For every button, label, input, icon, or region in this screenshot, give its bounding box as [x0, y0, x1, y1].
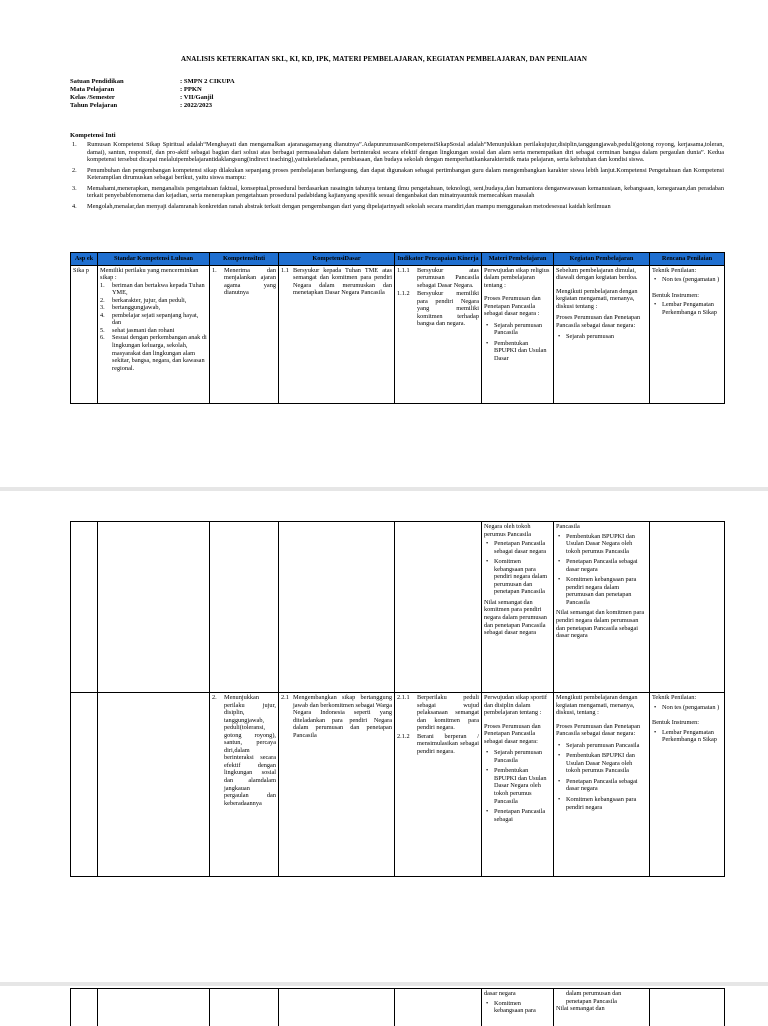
cell-materi — [482, 522, 554, 693]
materi-continued: dasar negara — [484, 990, 551, 998]
item-text: berkarakter, jujur, dan peduli, — [112, 297, 186, 305]
item-text: sehat jasmani dan rohani — [112, 327, 174, 335]
materi-list — [484, 1000, 551, 1015]
cell-materi — [482, 265, 554, 403]
materi-intro: Perwujudan sikap religius dalam pembelajaran tentang : — [484, 267, 551, 290]
ipk-text: Bersyukur atas perumusan Pancasila sebagai Dasar Negara. — [417, 267, 479, 290]
ki-number: 1. — [212, 267, 224, 297]
col-header-ki: KompetensiInti — [210, 253, 279, 266]
penilaian-bentuk-list — [652, 301, 722, 316]
meta-row — [70, 102, 370, 110]
page-3 — [0, 986, 768, 1026]
kd-number: 2.1 — [281, 694, 293, 739]
cell-skl — [98, 693, 210, 877]
kegiatan-list — [556, 533, 647, 607]
list-item: • Penetapan Pancasila sebagai dasar negara — [494, 540, 551, 555]
cell-penilaian — [650, 265, 725, 403]
cell-kegiatan — [554, 522, 650, 693]
list-item: • Lembar Pengamatan Perkembanga n Sikap — [662, 729, 722, 744]
kd-text: Mengembangkan sikap bertanggung jawab dan berkomitmen sebagai Warga Negara Indonesia seperti yang diteladankan para pendiri Negara dalam perumusan dan penetapan Pancasila — [293, 694, 392, 739]
meta-value: : PPKN — [180, 86, 202, 94]
list-item: • Non tes (pengamatan ) — [662, 704, 722, 712]
table-row — [71, 989, 725, 1026]
ipk-text: Berperilaku peduli sebagai wujud pelaksanaan semangat dan komitmen para pendiri negara. — [417, 694, 479, 732]
ki-number: 3. — [70, 185, 87, 200]
kd-entry — [281, 694, 392, 739]
col-header-ipk: Indikator Pencapaian Kinerja — [395, 253, 482, 266]
col-header-kd: KompetensiDasar — [279, 253, 395, 266]
meta-value: : 2022/2023 — [180, 102, 212, 110]
ipk-text: Bersyukur memiliki para pendiri Negara yang memiliki komitmen terhadap bangsa dan negara. — [417, 290, 479, 328]
list-item — [100, 304, 207, 312]
ipk-entry — [397, 290, 479, 328]
cell-ipk — [395, 522, 482, 693]
ipk-number: 2.1.1 — [397, 694, 417, 732]
list-item: • Lembar Pengamatan Perkembanga n Sikap — [662, 301, 722, 316]
cell-penilaian — [650, 989, 725, 1026]
analysis-table-continued — [70, 988, 725, 1026]
cell-kegiatan — [554, 989, 650, 1026]
table-header-row — [71, 253, 725, 266]
item-number: 2. — [100, 297, 112, 305]
meta-label: Kelas /Semester — [70, 94, 180, 102]
kegiatan-paragraph: Sebelum pembelajaran dimulai, diawali dengan kegiatan berdoa. — [556, 267, 647, 282]
cell-kegiatan — [554, 265, 650, 403]
penilaian-teknik-label: Teknik Penilaian: — [652, 694, 722, 702]
meta-row — [70, 86, 370, 94]
materi-paragraph: Nilai semangat dan komitmen para pendiri negara dalam perumusan dan penetapan Pancasila sebagai dasar negara — [484, 599, 551, 637]
meta-row — [70, 94, 370, 102]
materi-continued: Negara oleh tokoh perumus Pancasila — [484, 523, 551, 538]
col-header-aspek: Asp ek — [71, 253, 98, 266]
list-item — [100, 282, 207, 297]
ipk-entry — [397, 694, 479, 732]
ki-text: Menerima dan menjalankan ajaran agama yang dianutnya — [224, 267, 276, 297]
table-row — [71, 265, 725, 403]
list-item: • Non tes (pengamatan ) — [662, 276, 722, 284]
ki-entry — [212, 267, 276, 297]
item-number: 5. — [100, 327, 112, 335]
table-row — [71, 693, 725, 877]
cell-penilaian — [650, 693, 725, 877]
kd-entry — [281, 267, 392, 297]
ki-item — [70, 203, 724, 211]
item-text: beriman dan bertakwa kepada Tuhan YME, — [112, 282, 207, 297]
col-header-penilaian: Rencana Penilaian — [650, 253, 725, 266]
list-item: • Sejarah perumusan Pancasila — [494, 322, 551, 337]
analysis-table-continued — [70, 521, 725, 877]
kd-text: Bersyukur kepada Tuhan TME atas semangat dan komitmen para pendiri Negara dalam merumuskan dan menetapkan Dasar Negara Pancasila — [293, 267, 392, 297]
ipk-number: 1.1.1 — [397, 267, 417, 290]
ki-item — [70, 141, 724, 164]
kegiatan-list — [556, 742, 647, 811]
item-text: pembelajar sejati sepanjang hayat, dan — [112, 312, 207, 327]
list-item: • Penetapan Pancasila sebagai — [494, 808, 551, 823]
penilaian-bentuk-label: Bentuk Instrumen: — [652, 292, 722, 300]
cell-kegiatan — [554, 693, 650, 877]
skl-intro: Memiliki perilaku yang mencerminkan sikap : — [100, 267, 207, 282]
list-item: • Sejarah perumusan Pancasila — [566, 742, 647, 750]
ki-text: Memahami,menerapkan, menganalisis pengetahuan faktual, konseptual,prosedural berdasarkan rasaingin tahunya tentang ilmu pengetahuan, teknologi, seni,budaya,dan humaniora denganwawasan kemanusiaan, kebangsaan, kenegaraan,dan peradaban terkait penyebabfenomena dan kejadian, serta menerapkan pengetahuan prosedural padabidang kajianyang spesifik sesuai denganbakat dan minatnyauntuk memecahkan masalah — [87, 185, 724, 200]
meta-row — [70, 78, 370, 86]
ki-item — [70, 167, 724, 182]
ipk-number: 2.1.2 — [397, 733, 417, 756]
meta-label: Satuan Pendidikan — [70, 78, 180, 86]
cell-kd — [279, 265, 395, 403]
cell-ipk — [395, 989, 482, 1026]
ki-number: 1. — [70, 141, 87, 164]
list-item: • Penetapan Pancasila sebagai dasar negara — [566, 778, 647, 793]
cell-aspek — [71, 693, 98, 877]
kegiatan-continued: dalam perumusan dan penetapan Pancasila — [556, 990, 647, 1005]
cell-ki — [210, 522, 279, 693]
list-item: • Pembentukan BPUPKI dan Usulan Dasar — [494, 340, 551, 363]
item-number: 4. — [100, 312, 112, 327]
col-header-kegiatan: Kegiatan Pembelajaran — [554, 253, 650, 266]
list-item: • Pembentukan BPUPKI dan Usulan Dasar Negara oleh tokoh perumus Pancasila — [566, 752, 647, 775]
cell-skl — [98, 265, 210, 403]
meta-label: Mata Pelajaran — [70, 86, 180, 94]
ki-heading: Kompetensi Inti — [70, 132, 116, 140]
ki-list — [70, 141, 724, 213]
ki-text: Rumusan Kompetensi Sikap Spiritual adalah“Menghayati dan mengamalkan ajaranagamayang dianutnya”.AdapunrumusanKompetensiSikapSosial adalah“Menunjukkan perilakujujur,disiplin,tanggungjawab,peduli(gotong royong, kerjasama,toleran, damai), santun, responsif, dan pro-aktif sebagai bagian dari solusi atas berbagai permasalahan dalam berinteraksi secara efektif dengan lingkungan sosial dan alam serta menempatkan diri sebagai cerminan bangsa dalam pergaulan dunia”. Kedua kompetensi tersebut dicapai melaluipembelajarantidaklangsung(indirect teaching),yaituketeladanan, pembiasaan, dan budaya sekolah dengan memperhatikankarakteristik mata pelajaran, serta kebutuhan dan kondisi siswa. — [87, 141, 724, 164]
materi-list — [484, 322, 551, 363]
ki-number: 2. — [70, 167, 87, 182]
list-item — [100, 297, 207, 305]
list-item: • Sejarah perumusan — [566, 333, 647, 341]
item-text: bertanggungjawab, — [112, 304, 160, 312]
materi-list — [484, 540, 551, 596]
list-item: • Pembentukan BPUPKI dan Usulan Dasar Negara oleh tokoh perumus Pancasila — [566, 533, 647, 556]
cell-skl — [98, 522, 210, 693]
meta-value: : SMPN 2 CIKUPA — [180, 78, 235, 86]
meta-label: Tahun Pelajaran — [70, 102, 180, 110]
materi-list — [484, 749, 551, 823]
penilaian-bentuk-list — [652, 729, 722, 744]
cell-ki — [210, 265, 279, 403]
ki-text: Penumbuhan dan pengembangan kompetensi sikap dilakukan sepanjang proses pembelajaran berlangsung, dan dapat digunakan sebagai pertimbangan guru dalam mengembangkan karakter siswa lebih lanjut.Kompetensi Pengetahuan dan Kompetensi Keterampilan dirumuskan sebagai berikut, yaitu siswa mampu: — [87, 167, 724, 182]
kegiatan-list — [556, 333, 647, 341]
meta-value: : VII/Ganjil — [180, 94, 213, 102]
document-title: ANALISIS KETERKAITAN SKL, KI, KD, IPK, MATERI PEMBELAJARAN, KEGIATAN PEMBELAJARAN, DAN PENILAIAN — [70, 55, 698, 63]
penilaian-teknik-list — [652, 276, 722, 284]
list-item: • Komitmen kebangsaan para pendiri negara — [566, 796, 647, 811]
list-item: • Komitmen kebangsaan para pendiri negara dalam perumusan dan penetapan Pancasila — [494, 558, 551, 596]
list-item: • Pembentukan BPUPKI dan Usulan Dasar Negara oleh tokoh perumus Pancasila — [494, 767, 551, 805]
materi-subheading: Proses Perumusan dan Penetapan Pancasila sebagai dasar negara : — [484, 295, 551, 318]
kegiatan-paragraph: Mengikuti pembelajaran dengan kegiatan mengamati, menanya, diskusi tentang : — [556, 288, 647, 311]
item-number: 3. — [100, 304, 112, 312]
item-number: 1. — [100, 282, 112, 297]
ki-text: Menunjukkan perilaku jujur, disiplin, tanggungjawab, peduli(toleransi, gotong royong), santun, percaya diri,dalam berinteraksi secara efektif dengan lingkungan sosial dan alamdalam jangkauan pergaulan dan keberadaannya — [224, 694, 276, 807]
penilaian-bentuk-label: Bentuk Instrumen: — [652, 719, 722, 727]
list-item — [100, 312, 207, 327]
list-item: • Komitmen kebangsaan para pendiri negara dalam perumusan dan penetapan Pancasila — [566, 576, 647, 606]
ki-text: Mengolah,menalar,dan menyaji dalamranah konkretdan ranah abstrak terkait dengan pengembangan dari yang dipelajarinyadi sekolah secara mandiri,dan mampu menggunakan metodesesuai kaidah keilmuan — [87, 203, 724, 211]
kegiatan-paragraph: Proses Perumusan dan Penetapan Pancasila sebagai dasar negara: — [556, 723, 647, 738]
list-item: • Penetapan Pancasila sebagai dasar negara — [566, 558, 647, 573]
list-item — [100, 327, 207, 335]
analysis-table — [70, 252, 725, 404]
table-row — [71, 522, 725, 693]
item-text: Sesuai dengan perkembangan anak di lingkungan keluarga, sekolah, masyarakat dan lingkungan alam sekitar, bangsa, negara, dan kawasan regional. — [112, 334, 207, 372]
ipk-number: 1.1.2 — [397, 290, 417, 328]
cell-kd — [279, 989, 395, 1026]
document-meta — [70, 78, 370, 110]
page-1 — [0, 0, 768, 487]
cell-aspek — [71, 522, 98, 693]
penilaian-teknik-label: Teknik Penilaian: — [652, 267, 722, 275]
ki-number: 2. — [212, 694, 224, 807]
col-header-materi: Materi Pembelajaran — [482, 253, 554, 266]
cell-materi — [482, 989, 554, 1026]
kegiatan-paragraph: Nilai semangat dan — [556, 1005, 647, 1013]
kegiatan-paragraph: Mengikuti pembelajaran dengan kegiatan mengamati, menanya, diskusi, tentang : — [556, 694, 647, 717]
cell-aspek — [71, 989, 98, 1026]
cell-penilaian — [650, 522, 725, 693]
col-header-skl: Standar Kompetensi Lulusan — [98, 253, 210, 266]
materi-subheading: Proses Perumusan dan Penetapan Pancasila sebagai dasar negara: — [484, 723, 551, 746]
cell-materi — [482, 693, 554, 877]
cell-ki — [210, 693, 279, 877]
ipk-entry — [397, 733, 479, 756]
cell-ki — [210, 989, 279, 1026]
cell-kd — [279, 693, 395, 877]
cell-ipk — [395, 693, 482, 877]
list-item: • Sejarah perumusan Pancasila — [494, 749, 551, 764]
kegiatan-paragraph: Nilai semangat dan komitmen para pendiri negara dalam perumusan dan penetapan Pancasila sebagai dasar negara — [556, 609, 647, 639]
ipk-entry — [397, 267, 479, 290]
ki-number: 4. — [70, 203, 87, 211]
ki-item — [70, 185, 724, 200]
cell-kd — [279, 522, 395, 693]
penilaian-teknik-list — [652, 704, 722, 712]
materi-intro: Perwujudan sikap sportif dan disiplin dalam pembelajaran tentang : — [484, 694, 551, 717]
cell-aspek: Sika p — [71, 265, 98, 403]
ki-entry — [212, 694, 276, 807]
item-number: 6. — [100, 334, 112, 372]
cell-ipk — [395, 265, 482, 403]
page-2 — [0, 491, 768, 982]
kegiatan-continued: Pancasila — [556, 523, 647, 531]
list-item: • Komitmen kebangsaan para — [494, 1000, 551, 1015]
list-item — [100, 334, 207, 372]
skl-list — [100, 282, 207, 373]
kd-number: 1.1 — [281, 267, 293, 297]
cell-skl — [98, 989, 210, 1026]
kegiatan-paragraph: Proses Perumusan dan Penetapan Pancasila sebagai dasar negara: — [556, 314, 647, 329]
ipk-text: Berani berperan / mensimulasikan sebagai pendiri negara. — [417, 733, 479, 756]
